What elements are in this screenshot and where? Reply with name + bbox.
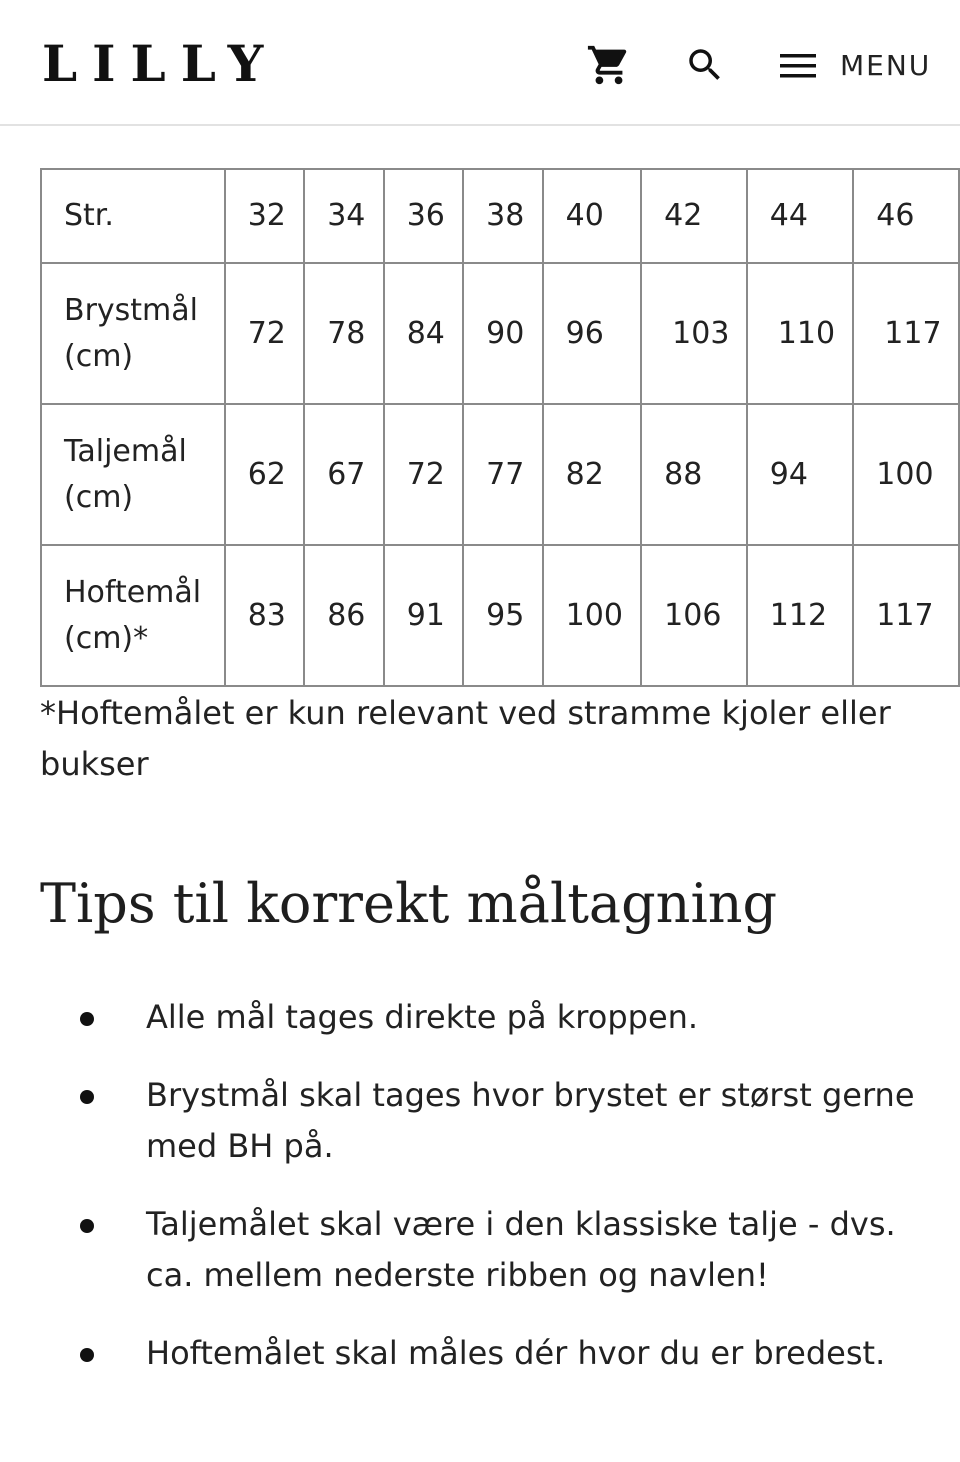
table-header-cell: 32 (225, 169, 304, 263)
table-header-cell: 42 (641, 169, 747, 263)
row-label: Brystmål (cm) (41, 263, 225, 404)
table-header-cell: 44 (747, 169, 854, 263)
table-header-cell: Str. (41, 169, 225, 263)
tips-heading: Tips til korrekt måltagning (40, 872, 778, 935)
size-table (40, 168, 960, 687)
table-cell: 95 (463, 545, 542, 686)
list-item: Taljemålet skal være i den klassiske talje - dvs. ca. mellem nederste ribben og navlen! (0, 1199, 936, 1301)
list-item: Brystmål skal tages hvor brystet er størst gerne med BH på. (0, 1070, 936, 1172)
table-row (41, 545, 959, 686)
table-row (41, 404, 959, 545)
table-cell: 72 (384, 404, 463, 545)
table-header-cell: 36 (384, 169, 463, 263)
tips-list (0, 992, 960, 1406)
table-cell: 117 (853, 545, 959, 686)
table-cell: 90 (463, 263, 542, 404)
table-cell: 112 (747, 545, 854, 686)
row-label: Taljemål (cm) (41, 404, 225, 545)
table-cell: 103 (641, 263, 747, 404)
table-cell: 86 (304, 545, 383, 686)
table-footnote: *Hoftemålet er kun relevant ved stramme kjoler eller bukser (40, 694, 891, 783)
table-cell: 78 (304, 263, 383, 404)
table-header-cell: 40 (543, 169, 642, 263)
cart-icon[interactable] (586, 42, 632, 88)
table-header-cell: 38 (463, 169, 542, 263)
table-cell: 94 (747, 404, 854, 545)
table-header-cell: 34 (304, 169, 383, 263)
table-cell: 117 (853, 263, 959, 404)
search-icon[interactable] (684, 44, 726, 86)
table-cell: 100 (543, 545, 642, 686)
table-cell: 67 (304, 404, 383, 545)
table-cell: 91 (384, 545, 463, 686)
logo[interactable]: LILLY (42, 34, 279, 93)
table-cell: 96 (543, 263, 642, 404)
table-cell: 83 (225, 545, 304, 686)
table-cell: 110 (747, 263, 854, 404)
table-cell: 88 (641, 404, 747, 545)
table-cell: 72 (225, 263, 304, 404)
table-cell: 84 (384, 263, 463, 404)
table-cell: 82 (543, 404, 642, 545)
row-label: Hoftemål (cm)* (41, 545, 225, 686)
table-cell: 106 (641, 545, 747, 686)
hamburger-icon (778, 50, 818, 82)
table-cell: 100 (853, 404, 959, 545)
table-cell: 77 (463, 404, 542, 545)
menu-label: MENU (840, 49, 932, 82)
table-header-row (41, 169, 959, 263)
menu-button[interactable] (778, 40, 938, 92)
table-row (41, 263, 959, 404)
table-header-cell: 46 (853, 169, 959, 263)
list-item: Hoftemålet skal måles dér hvor du er bredest. (0, 1328, 936, 1379)
list-item: Alle mål tages direkte på kroppen. (0, 992, 936, 1043)
table-cell: 62 (225, 404, 304, 545)
site-header (0, 0, 960, 126)
